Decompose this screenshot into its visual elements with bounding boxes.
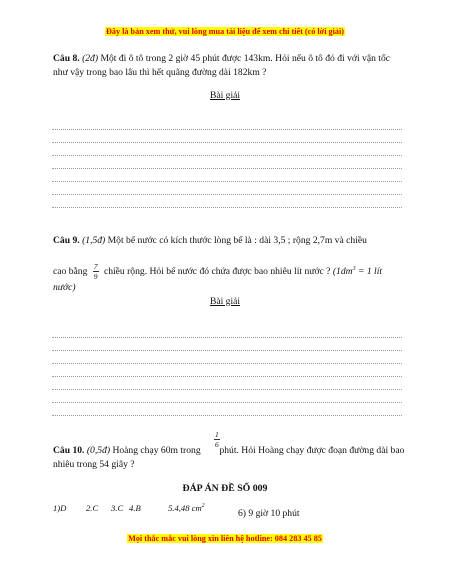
answer-line — [52, 168, 402, 169]
q8-text: Một đi ô tô trong 2 giờ 45 phút được 143km. Hỏi nếu ô tô đó đi với vận tốc như vậy trong bao lâu thì hết quãng đường dài 182km ? — [53, 53, 391, 78]
answer-line — [52, 181, 402, 182]
answer-line — [52, 402, 402, 403]
answer-2: 2.C — [86, 503, 99, 513]
question-10 — [53, 444, 405, 472]
q10-fraction-holder — [211, 430, 223, 449]
answer-3: 3.C — [111, 503, 124, 513]
answer-line — [52, 129, 402, 130]
q8-solution-heading: Bài giải — [209, 90, 241, 101]
q9-fraction — [93, 262, 99, 281]
top-banner — [0, 27, 450, 36]
q9-text2-after: chiều rộng. Hỏi bể nước đó chứa được bao nhiêu lít nước ? — [103, 266, 331, 278]
q9-text2-before: cao bằng — [53, 266, 88, 278]
question-9 — [53, 234, 405, 248]
answer-line — [52, 194, 402, 195]
top-banner-text: Đây là bản xem thử, vui lòng mua tài liệu để xem chi tiết (có lời giải) — [105, 27, 344, 36]
answer-1: 1)D — [53, 503, 67, 513]
q8-points: (2đ) — [82, 53, 99, 64]
answer-4: 4.B — [129, 503, 141, 513]
q10-label: Câu 10. — [53, 445, 85, 456]
q9-answer-lines — [52, 337, 402, 428]
q10-text-before: Hoàng chạy 60m trong — [110, 445, 201, 456]
q9-note: ($1dm^3 = 1$ lít nước) — [53, 266, 383, 294]
q9-label: Câu 9. — [53, 235, 80, 246]
answer-line — [52, 350, 402, 351]
answer-line — [52, 415, 402, 416]
answer-6: 6) 9 giờ 10 phút — [238, 508, 300, 519]
q9-text: Một bể nước có kích thước lòng bể là : dài 3,5 ; rộng 2,7m và chiều — [105, 235, 367, 246]
q9-frac-num: 7 — [93, 262, 98, 272]
answer-line — [52, 142, 402, 143]
answer-line — [52, 389, 402, 390]
q10-points: (0,5đ) — [86, 445, 111, 456]
q10-fraction — [214, 430, 220, 449]
q10-frac-num: 1 — [215, 430, 219, 439]
q9-frac-den: 9 — [93, 272, 98, 282]
bottom-banner-text: Mọi thắc mắc vui lòng xin liên hệ hotline: 084 283 45 85 — [128, 534, 322, 543]
answer-line — [52, 376, 402, 377]
bottom-banner — [0, 534, 450, 543]
answer-line — [52, 363, 402, 364]
q9-solution-heading: Bài giải — [209, 296, 241, 307]
question-8 — [53, 52, 405, 80]
answer-line — [52, 155, 402, 156]
answer-line — [52, 337, 402, 338]
q8-label: Câu 8. — [53, 53, 80, 64]
q8-answer-lines — [52, 129, 402, 220]
q10-text-after: phút. Hỏi Hoàng chạy được đoạn đường dài bao nhiêu trong 54 giây ? — [53, 445, 405, 470]
answer-line — [52, 207, 402, 208]
q10-frac-den: 6 — [215, 440, 219, 449]
q9-continuation — [53, 262, 403, 295]
answer-5: 5.4,48 $cm^2$ — [168, 503, 205, 513]
answer-key-title: ĐÁP ÁN ĐỀ SỐ 009 — [182, 483, 268, 494]
q9-points: (1,5đ) — [82, 235, 106, 246]
